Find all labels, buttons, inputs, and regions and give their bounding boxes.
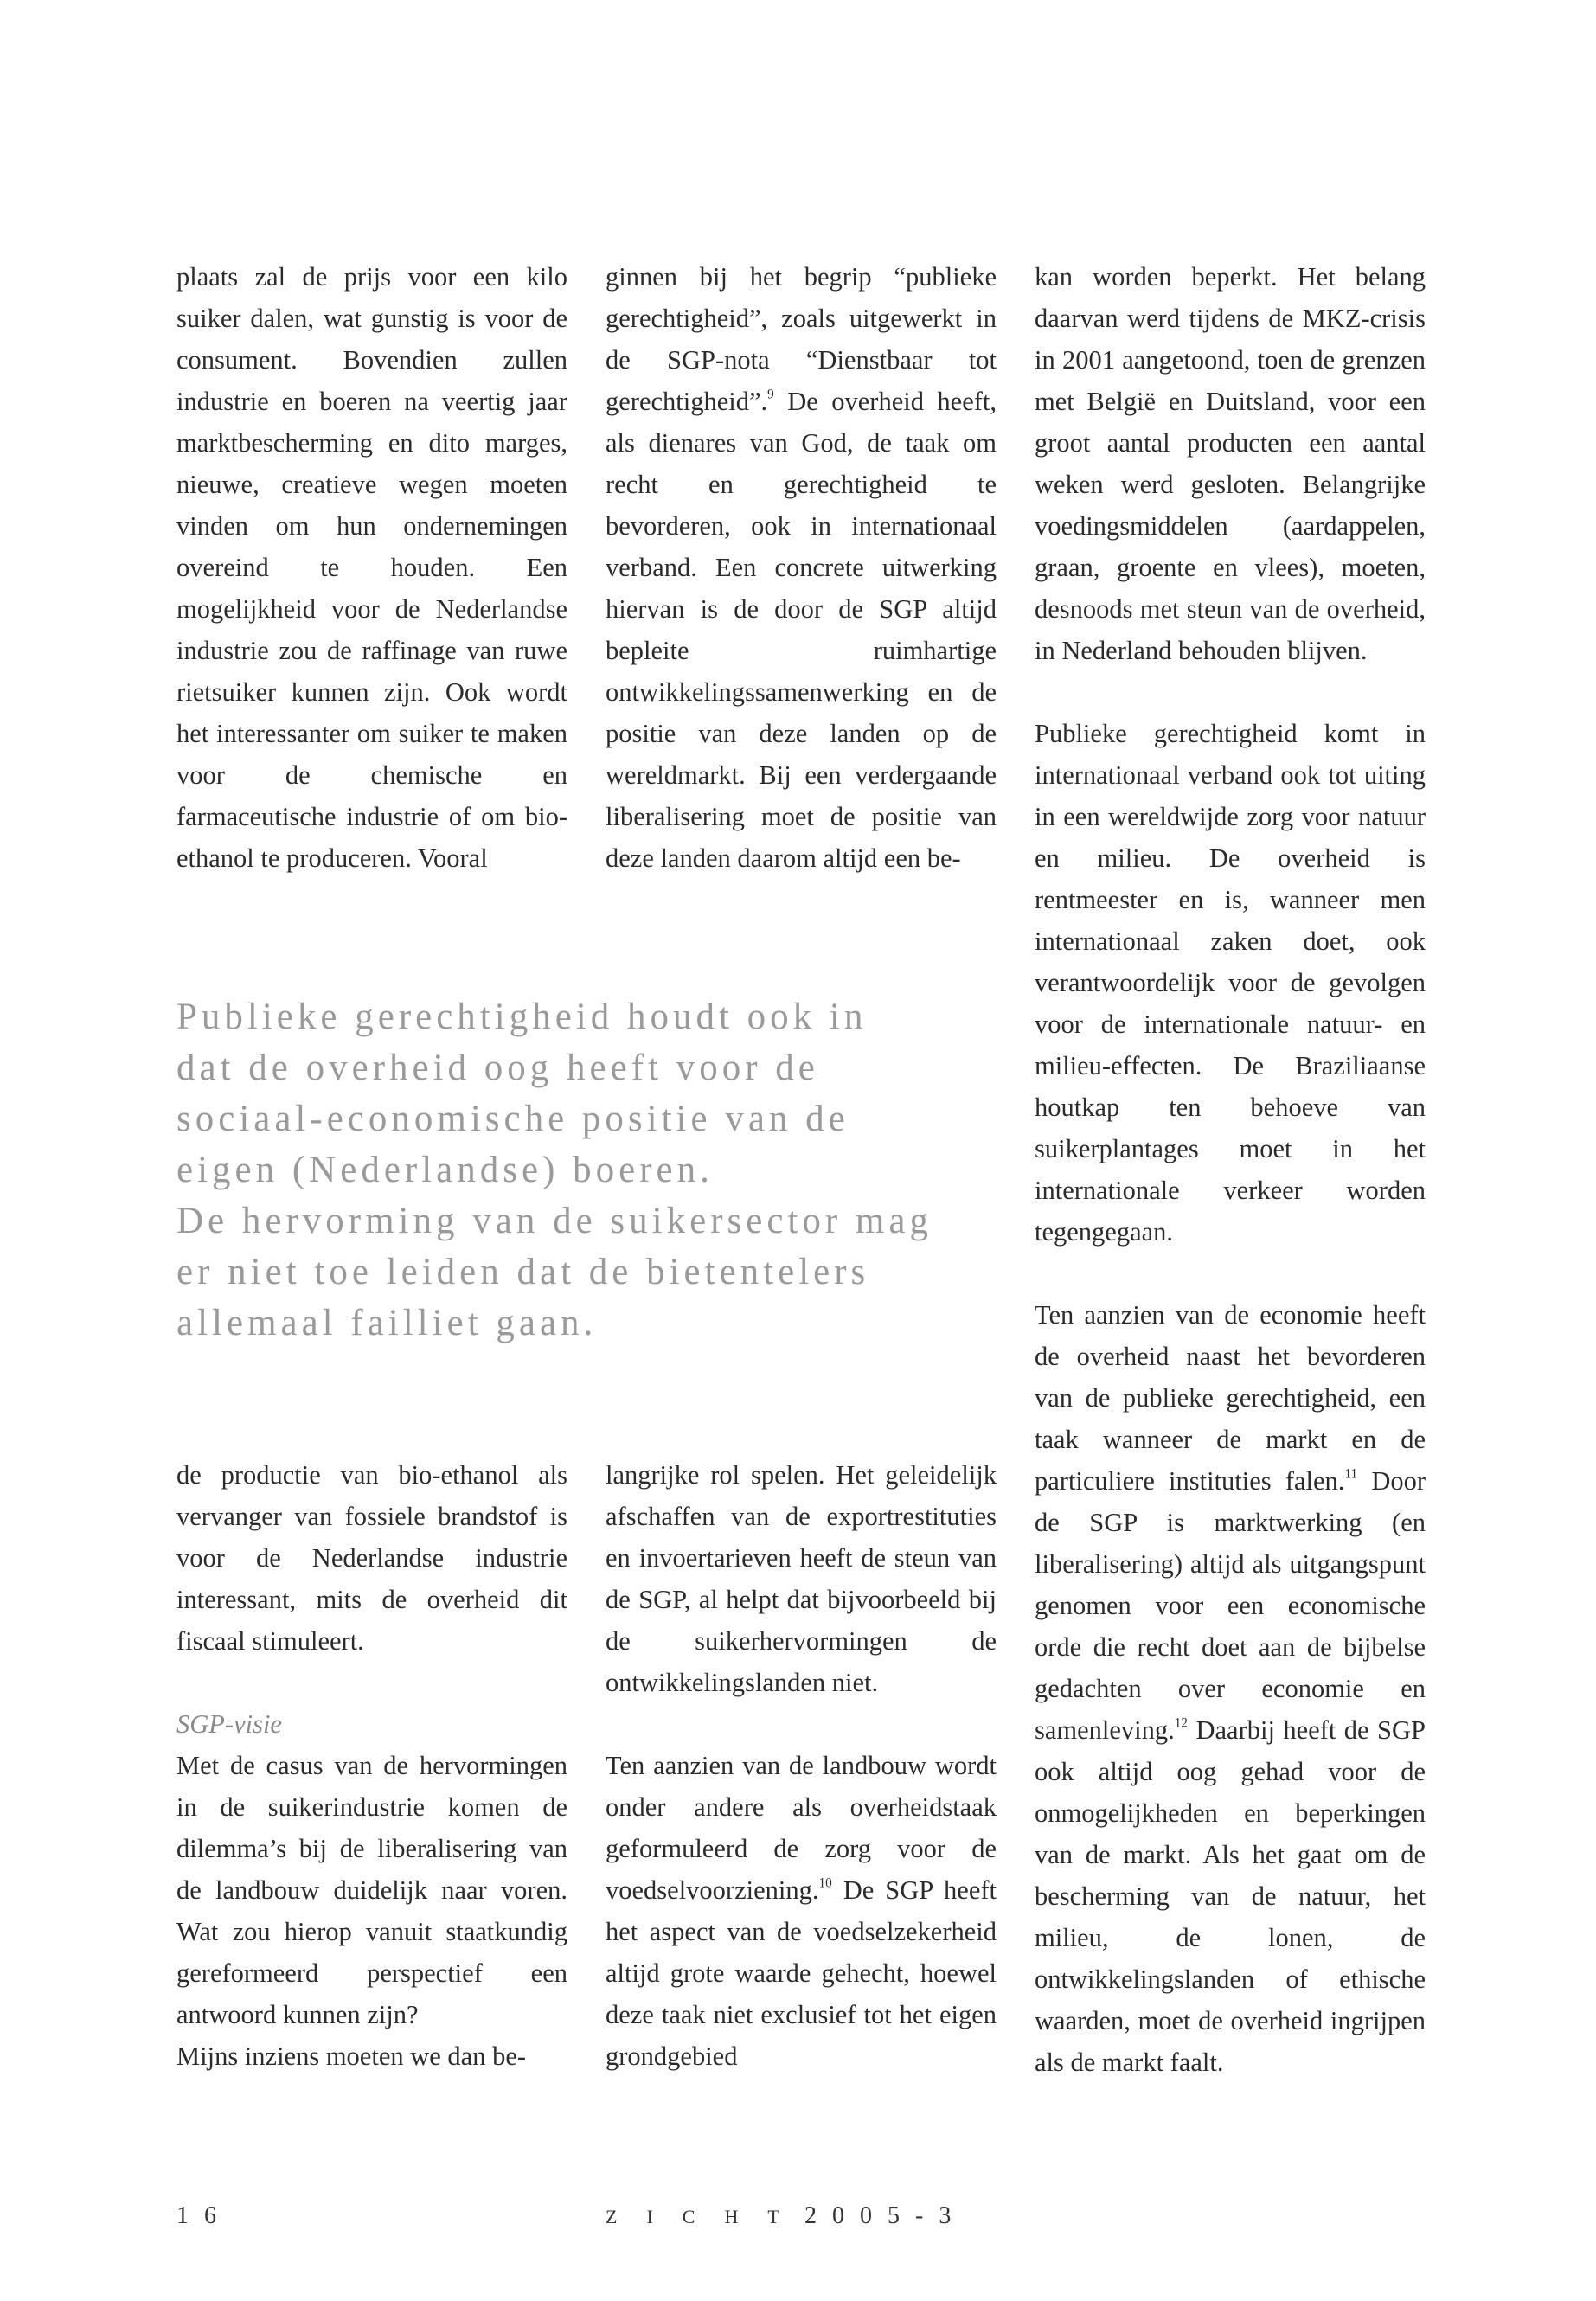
pull-quote-line: dat de overheid oog heeft voor de — [176, 1048, 819, 1088]
paragraph: Met de casus van de hervormingen in de suikerindustrie komen de dilemma’s bij de liberalisering van de landbouw duidelijk naar voren. Wat zou hierop vanuit staatkundig gereformeerd perspectief een antwoord kunnen zijn? — [176, 1751, 567, 2029]
pull-quote-line: De hervorming van de suikersector mag — [176, 1201, 933, 1241]
lower-column-2 — [606, 1454, 997, 2077]
footnote-ref: 11 — [1344, 1466, 1358, 1482]
paragraph: Ten aanzien van de economie heeft de overheid naast het bevorderen van de publieke gerechtigheid, een taak wanneer de markt en de particuliere instituties falen.$^{11}$ Door de SGP is marktwerking (en liberalisering) altijd als uitgangspunt genomen voor een economische orde die recht doet aan de bijbelse gedachten over economie en samenleving.$^{12}$ Daarbij heeft de SGP ook altijd oog gehad voor de onmogelijkheden en beperkingen van de markt. Als het gaat om de bescherming van de natuur, het milieu, de lonen, de ontwikkelingslanden of ethische waarden, moet de overheid ingrijpen als de markt faalt. — [1035, 1300, 1426, 2077]
paragraph: Mijns inziens moeten we dan be- — [176, 2041, 527, 2071]
upper-column-1 — [176, 256, 567, 879]
lower-column-1 — [176, 1454, 567, 2077]
pull-quote-line: allemaal failliet gaan. — [176, 1303, 598, 1343]
paragraph: kan worden beperkt. Het belang daarvan werd tijdens de MKZ-crisis in 2001 aangetoond, toen de grenzen met België en Duitsland, voor een groot aantal producten een aantal weken werd gesloten. Belangrijke voedingsmiddelen (aardappelen, graan, groente en vlees), moeten, desnoods met steun van de overheid, in Nederland behouden blijven. — [1035, 262, 1426, 665]
pull-quote-line: eigen (Nederlandse) boeren. — [176, 1150, 714, 1190]
page-number: 16 — [176, 2202, 232, 2229]
pull-quote-line: er niet toe leiden dat de bietentelers — [176, 1252, 870, 1292]
pull-quote-line: Publieke gerechtigheid houdt ook in — [176, 997, 868, 1037]
pull-quote-line: sociaal-economische positie van de — [176, 1099, 849, 1139]
paragraph: ginnen bij het begrip “publieke gerechtigheid”, zoals uitgewerkt in de SGP-nota “Dienstbaar tot gerechtigheid”.$^9$ De overheid heeft, als dienares van God, de taak om recht en gerechtigheid te bevorderen, ook in internationaal verband. Een concrete uitwerking hiervan is de door de SGP altijd bepleite ruimhartige ontwikkelingssamenwerking en de positie van deze landen op de wereldmarkt. Bij een verdergaande liberalisering moet de positie van deze landen daarom altijd een be- — [606, 262, 997, 873]
paragraph: Ten aanzien van de landbouw wordt onder andere als overheidstaak geformuleerd de zorg voor de voedselvoorziening.$^{10}$ De SGP heeft het aspect van de voedselzekerheid altijd grote waarde gehecht, hoewel deze taak niet exclusief tot het eigen grondgebied — [606, 1751, 997, 2071]
issue-number: 2005-3 — [804, 2202, 967, 2229]
paragraph: plaats zal de prijs voor een kilo suiker dalen, wat gunstig is voor de consument. Bovendien zullen industrie en boeren na veertig jaar marktbescherming en dito marges, nieuwe, creatieve wegen moeten vinden om hun ondernemingen overeind te houden. Een mogelijkheid voor de Nederlandse industrie zou de raffinage van ruwe rietsuiker kunnen zijn. Ook wordt het interessanter om suiker te maken voor de chemische en farmaceutische industrie of om bio-ethanol te produceren. Vooral — [176, 262, 567, 873]
magazine-name: ZICHT — [606, 2206, 809, 2227]
paragraph: langrijke rol spelen. Het geleidelijk afschaffen van de exportrestituties en invoertarieven heeft de steun van de SGP, al helpt dat bijvoorbeeld bij de suikerhervormingen de ontwikkelingslanden niet. — [606, 1460, 997, 1697]
footnote-ref: 9 — [767, 387, 774, 402]
pull-quote — [176, 991, 1007, 1349]
upper-column-2 — [606, 256, 997, 879]
section-heading: SGP-visie — [176, 1709, 282, 1739]
paragraph: de productie van bio-ethanol als vervanger van fossiele brandstof is voor de Nederlandse industrie interessant, mits de overheid dit fiscaal stimuleert. — [176, 1460, 567, 1656]
footnote-ref: 12 — [1174, 1715, 1189, 1731]
right-column — [1035, 256, 1426, 2083]
footnote-ref: 10 — [818, 1875, 832, 1891]
paragraph: Publieke gerechtigheid komt in internationaal verband ook tot uiting in een wereldwijde zorg voor natuur en milieu. De overheid is rentmeester en is, wanneer men internationaal zaken doet, ook verantwoordelijk voor de gevolgen voor de internationale natuur- en milieu-effecten. De Braziliaanse houtkap ten behoeve van suikerplantages moet in het internationale verkeer worden tegengegaan. — [1035, 719, 1426, 1247]
